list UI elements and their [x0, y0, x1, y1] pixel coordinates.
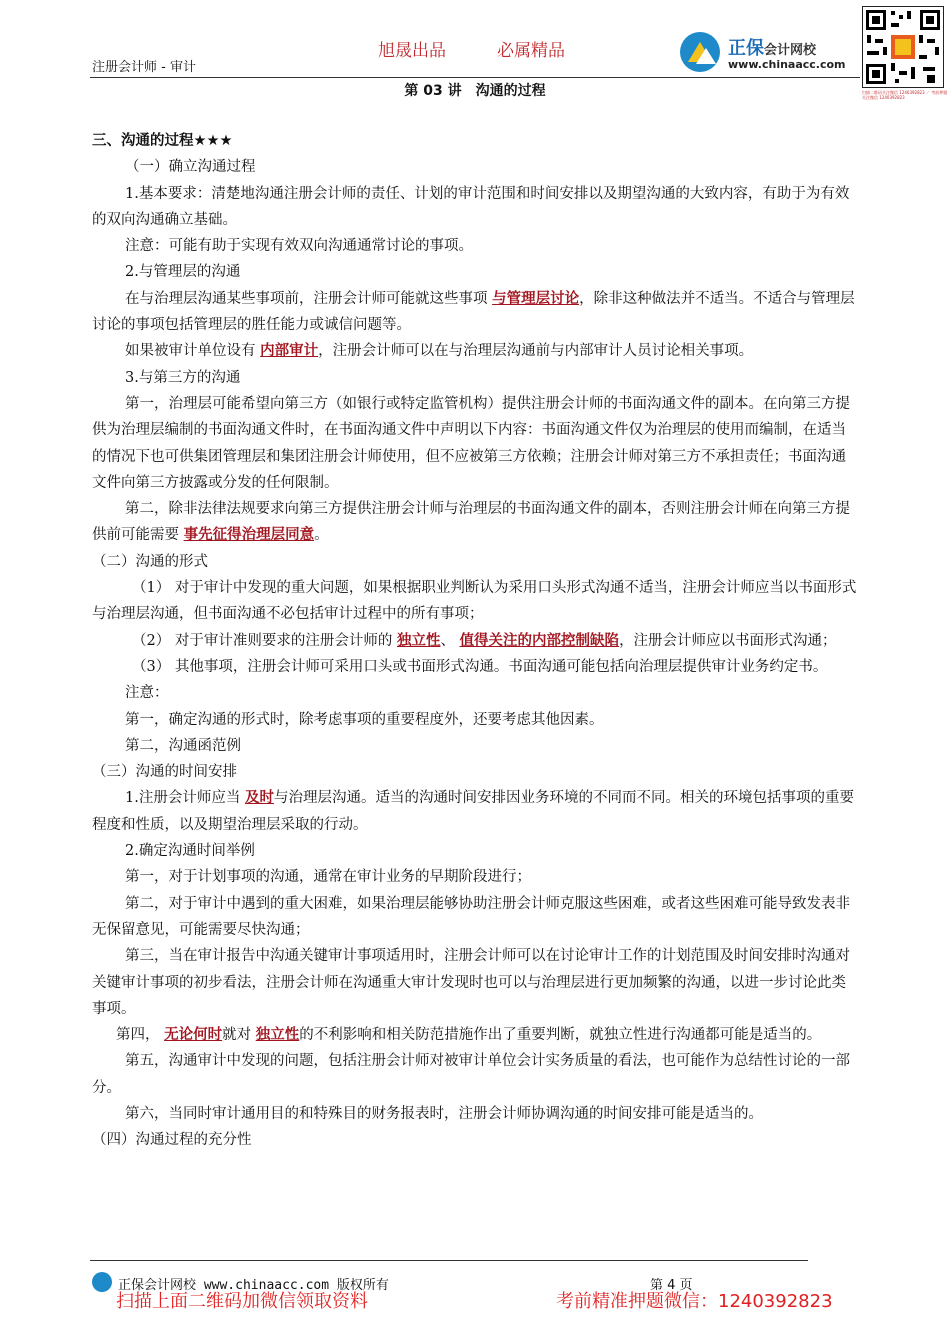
page-number: 第 4 页	[650, 1278, 693, 1293]
paragraph: 第五，沟通审计中发现的问题，包括注册会计师对被审计单位会计实务质量的看法，也可能作为总结性讨论的一部分。	[92, 1053, 850, 1096]
subsection-heading: （一）确立沟通过程	[125, 159, 256, 176]
paragraph: 第二，沟通函范例	[125, 737, 241, 754]
footer-divider	[90, 1260, 808, 1261]
footer-copyright: 正保会计网校 www.chinaacc.com 版权所有	[118, 1278, 389, 1293]
qr-caption: 扫描二维码关注微信 1240392823 ／ 考前押题 关注微信 1240392823	[862, 90, 948, 100]
highlight-term: 值得关注的内部控制缺陷	[459, 632, 620, 649]
highlight-term: 事先征得治理层同意	[183, 527, 315, 544]
paragraph: 第一，治理层可能希望向第三方（如银行或特定监管机构）提供注册会计师的书面沟通文件的副本。在向第三方提供为治理层编制的书面沟通文件时，在书面沟通文件中声明以下内容：书面沟通文件仅为治理层的使用而编制，在适当的情况下也可供集团管理层和集团注册会计师使用，但不应被第三方依赖；注册会计师对第三方不承担责任；书面沟通文件向第三方披露或分发的任何限制。	[92, 395, 850, 491]
paragraph: 第一，对于计划事项的沟通，通常在审计业务的早期阶段进行；	[125, 869, 531, 886]
course-label: 注册会计师 - 审计	[92, 60, 196, 75]
subsection-heading: （三）沟通的时间安排	[92, 764, 237, 781]
document-body	[92, 128, 860, 1154]
paragraph: （2） 对于审计准则要求的注册会计师的 独立性、 值得关注的内部控制缺陷，注册会计师应以书面形式沟通；	[132, 632, 837, 649]
paragraph: 注意：可能有助于实现有效双向沟通通常讨论的事项。	[125, 238, 473, 255]
highlight-term: 内部审计	[260, 343, 319, 360]
highlight-term: 独立性	[396, 632, 441, 649]
highlight-term: 及时	[244, 790, 274, 807]
paragraph: 1.注册会计师应当 及时与治理层沟通。适当的沟通时间安排因业务环境的不同而不同。相关的环境包括事项的重要程度和性质，以及期望治理层采取的行动。	[92, 790, 854, 833]
paragraph: 注意：	[125, 685, 169, 702]
subsection-heading: （四）沟通过程的充分性	[92, 1132, 252, 1149]
section-heading: 三、沟通的过程★★★	[92, 133, 233, 149]
paragraph: 第三，当在审计报告中沟通关键审计事项适用时，注册会计师可以在讨论审计工作的计划范围及时间安排时沟通对关键审计事项的初步看法，注册会计师在沟通重大审计发现时也可以与治理层进行更加频繁的沟通，以进一步讨论此类事项。	[92, 948, 850, 1017]
logo-url: www.chinaacc.com	[728, 58, 846, 71]
paragraph: 3.与第三方的沟通	[125, 369, 241, 386]
paragraph: 第六，当同时审计通用目的和特殊目的财务报表时，注册会计师协调沟通的时间安排可能是适当的。	[125, 1105, 763, 1122]
qr-code-icon	[862, 6, 944, 88]
paragraph: 第一，确定沟通的形式时，除考虑事项的重要程度外，还要考虑其他因素。	[125, 711, 604, 728]
paragraph: 第四， 无论何时就对 独立性的不利影响和相关防范措施作出了重要判断，就独立性进行沟通都可能是适当的。	[116, 1027, 822, 1044]
paragraph: 第二，除非法律法规要求向第三方提供注册会计师与治理层的书面沟通文件的副本，否则注册会计师在向第三方提供前可能需要 事先征得治理层同意。	[92, 501, 850, 544]
paragraph: 如果被审计单位设有 内部审计，注册会计师可以在与治理层沟通前与内部审计人员讨论相关事项。	[125, 343, 754, 360]
chinaacc-logo[interactable]	[680, 32, 860, 76]
paragraph: （1） 对于审计中发现的重大问题，如果根据职业判断认为采用口头形式沟通不适当，注册会计师应当以书面形式与治理层沟通，但书面沟通不必包括审计过程中的所有事项；	[92, 580, 857, 623]
promo-wechat-exam: 考前精准押题微信：1240392823	[556, 1291, 833, 1312]
slogan-1: 旭晟出品	[378, 41, 446, 61]
header-divider	[90, 77, 860, 78]
page-title: 第 03 讲 沟通的过程	[404, 83, 546, 99]
footer-logo-icon	[92, 1272, 112, 1292]
paragraph: 第二，对于审计中遇到的重大困难，如果治理层能够协助注册会计师克服这些困难，或者这些困难可能导致发表非无保留意见，可能需要尽快沟通；	[92, 895, 850, 938]
promo-wechat-materials: 扫描上面二维码加微信领取资料	[116, 1291, 368, 1312]
paragraph: 1.基本要求：清楚地沟通注册会计师的责任、计划的审计范围和时间安排以及期望沟通的大致内容，有助于为有效的双向沟通确立基础。	[92, 185, 850, 228]
highlight-term: 与管理层讨论	[492, 290, 580, 307]
paragraph: 在与治理层沟通某些事项前，注册会计师可能就这些事项 与管理层讨论，除非这种做法并不适当。不适合与管理层讨论的事项包括管理层的胜任能力或诚信问题等。	[92, 290, 855, 334]
logo-name: 正保会计网校	[728, 38, 817, 59]
highlight-term: 无论何时	[164, 1027, 223, 1044]
slogan-2: 必属精品	[497, 41, 565, 61]
paragraph: 2.与管理层的沟通	[125, 264, 241, 281]
paragraph: （3） 其他事项，注册会计师可采用口头或书面形式沟通。书面沟通可能包括向治理层提供审计业务约定书。	[132, 658, 828, 675]
highlight-term: 独立性	[255, 1027, 300, 1044]
subsection-heading: （二）沟通的形式	[92, 553, 208, 570]
paragraph: 2.确定沟通时间举例	[125, 843, 255, 860]
chinaacc-logo-icon	[680, 32, 720, 72]
